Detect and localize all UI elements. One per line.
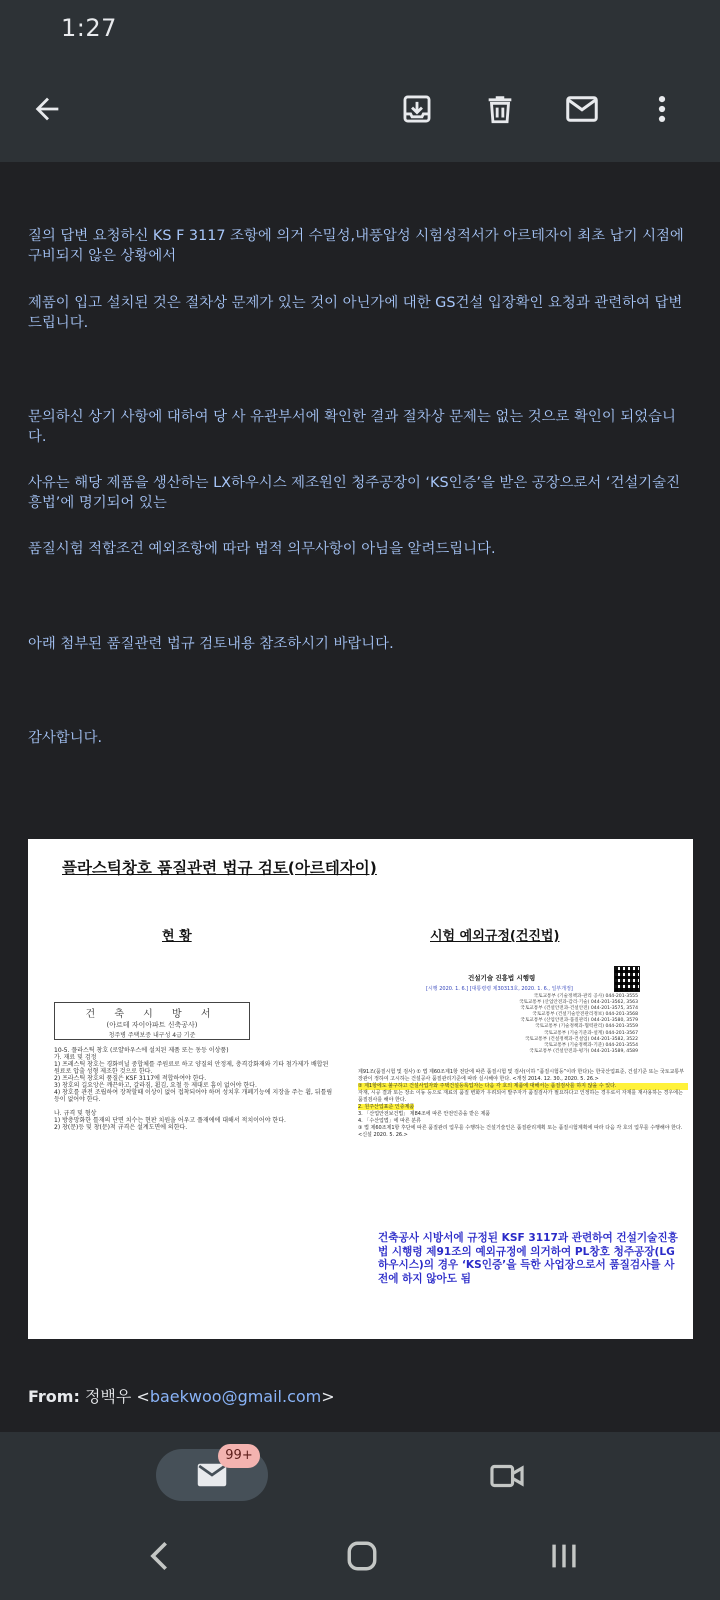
from-label: From: xyxy=(28,1387,80,1406)
law-text-highlight-2: 2. 원주산업표준 인증제품 xyxy=(358,1104,415,1110)
body-paragraph: 품질시험 적합조건 예외조항에 따라 법적 의무사항이 아님을 알려드립니다. xyxy=(28,541,496,557)
system-navigation-bar xyxy=(0,1512,720,1600)
body-paragraph: 질의 답변 요청하신 KS F 3117 조항에 의거 수밀성,내풍압성 시험성적서가 아르테자이 최초 납기 시점에 구비되지 않은 상황에서 xyxy=(28,228,684,264)
email-body xyxy=(0,162,720,1432)
home-icon xyxy=(345,1539,379,1573)
inline-attachment-image[interactable] xyxy=(28,839,693,1339)
video-camera-icon xyxy=(488,1457,526,1495)
back-button[interactable] xyxy=(22,84,72,134)
more-options-button[interactable] xyxy=(637,84,687,134)
law-subheading: [시행 2020. 1. 6.] [대통령령 제30313호, 2020. 1. 6., 일부개정] xyxy=(426,986,573,992)
attachment-title: 플라스틱창호 품질관련 법규 검토(아르테자이) xyxy=(62,859,377,877)
body-paragraph: 제품이 입고 설치된 것은 절차상 문제가 있는 것이 아닌가에 대한 GS건설 입장확인 요청과 관련하여 답변 드립니다. xyxy=(28,295,683,331)
email-toolbar xyxy=(0,60,720,162)
law-text xyxy=(358,1069,688,1139)
bottom-navigation xyxy=(0,1432,720,1512)
spec-box-title: 건 축 시 방 서 xyxy=(85,1009,219,1020)
sender-name: 정백우 xyxy=(84,1387,132,1406)
meet-tab[interactable] xyxy=(485,1454,529,1498)
archive-button[interactable] xyxy=(392,84,442,134)
unread-count-badge: 99+ xyxy=(218,1444,260,1468)
spec-box xyxy=(54,1002,250,1040)
system-recents-button[interactable] xyxy=(542,1534,586,1578)
ministry-contacts: 국토교통부 (기술정책과-관리 공사) 044-201-3555 국토교통부 (산업안전과-감리·기술) 044-201-3562, 3563 국토교통부 (건설안전과-건설안전) 044-201-3575, 3574 국토교통부 (건설기술안전관리정보) 044-201-3568 국토교통부 (산업안전과-품질관리) 044-201-3580, 3579 국토교통부 (기술정책과-협력관리) 044-201-3559 국토교통부 (기술기준과-설계) 044-201-3567 국토교통부 (건설정책과-건설업) 044-201-3582, 3522 국토교통부 (기술정책과-기준) 044-201-3554 국토교통부 (건설안전과-평가) 044-201-3589, 4589 xyxy=(519,994,638,1054)
attachment-note: 건축공사 시방서에 규정된 KSF 3117과 관련하여 건설기술진흥법 시행령 제91조의 예외규정에 의거하여 PL창호 청주공장(LG하우시스)의 경우 ‘KS인증’을 득한 사업장으로서 품질검사를 사전에 하지 않아도 됨 xyxy=(378,1232,678,1285)
archive-icon xyxy=(400,92,434,126)
status-time: 1:27 xyxy=(61,14,117,42)
from-line: From: 정백우 <baekwoo@gmail.com> xyxy=(28,1387,335,1406)
recents-icon xyxy=(547,1539,581,1573)
law-text-b: 자재, 시공 결과 또는 장소 이동 등으로 재료의 품질 변화가 우려되어 발주자가 품질검사가 필요하다고 인정하는 경우로서 자재를 재사용하는 경우에는 품질검사를 해야 한다. xyxy=(358,1090,683,1103)
law-text-a: 제91조(품질시험 및 검사) ① 법 제60조제1항 전단에 따른 품질시험 및 검사(이하 “품질시험등”이라 한다)는 한국산업표준, 건설기준 또는 국토교통부장관이 정하여 고시하는 건설공사 품질관리기준에 따라 실시해야 한다. <개정 2014. 12. 30., 2020. 5. 26.> xyxy=(358,1069,685,1082)
spec-box-subtitle: (아르테 자이아파트 신축공사) xyxy=(106,1021,198,1029)
system-home-button[interactable] xyxy=(340,1534,384,1578)
law-text-c: 3. 「산업안전보건법」 제84조에 따른 안전인증을 받은 제품 4. 「수산업법」에 따른 분류 ③ 법 제60조제1항 후단에 따른 품질관리 업무를 수행하는 건설기술인은 품질관리계획 또는 품질시험계획에 따라 다음 각 호의 업무를 수행해야 한다. <신설 2020. 5. 26.> xyxy=(358,1111,683,1138)
attachment-left-heading: 현 황 xyxy=(162,929,192,944)
qr-code-image xyxy=(614,966,640,992)
body-paragraph: 아래 첨부된 품질관련 법규 검토내용 참조하시기 바랍니다. xyxy=(28,636,394,652)
sender-email-link[interactable]: baekwoo@gmail.com xyxy=(149,1387,322,1406)
arrow-left-icon xyxy=(30,92,64,126)
back-chevron-icon xyxy=(145,1539,175,1573)
delete-button[interactable] xyxy=(475,84,525,134)
system-back-button[interactable] xyxy=(138,1534,182,1578)
more-vertical-icon xyxy=(645,92,679,126)
attachment-right-heading: 시험 예외규정(건진법) xyxy=(430,929,560,944)
body-paragraph: 문의하신 상기 사항에 대하여 당 사 유관부서에 확인한 결과 절차상 문제는 없는 것으로 확인이 되었습니다. xyxy=(28,409,676,445)
trash-icon xyxy=(483,92,517,126)
law-heading: 건설기술 진흥법 시행령 xyxy=(468,974,536,982)
mark-unread-button[interactable] xyxy=(557,84,607,134)
status-bar xyxy=(0,0,720,60)
spec-box-subtitle-2: 청주병 주택보증 내구성 4급 기준 xyxy=(108,1032,196,1039)
body-paragraph: 감사합니다. xyxy=(28,730,103,746)
body-paragraph: 사유는 해당 제품을 생산하는 LX하우시스 제조원인 청주공장이 ‘KS인증’을 받은 공장으로서 ‘건설기술진흥법’에 명기되어 있는 xyxy=(28,475,680,511)
spec-text: 10-5. 플라스틱 창호 (로얄하우스에 설치된 제품 또는 동등 이상품) 가. 재료 및 검정 1) 프레스틱 창호는 경화비닐 중합체를 주원료로 하고 양질의 안정제, 충격강화재와 기타 첨가제가 배합된 원료로 압출 성형 제조한 것으로 한다. 2) 프라스틱 창호의 품질은 KSF 3117에 적합하여야 한다. 3) 창호의 길요앙은 깨끈하고, 갈라짐, 휨김, 요철 등 제대로 흠이 없어야 한다. 4) 창호를 관전 조립하여 장착할때 이상이 없어 접착되어야 하며 성치후 개폐기능에 지장을 주는 휨, 뒤틀림등이 없어야 한다. 나. 규격 및 형상 1) 방충망화한 틀재의 단면 치수는 현판 치원을 어우고 플재에에 대해서 적치이어야 한다. 2) 창(문)등 및 창(문)척 규격은 설계도면에 의한다. xyxy=(54,1047,333,1131)
law-text-highlight-1: ② 제1항에도 불구하고 건설사업자와 주택건설등록업자는 다음 각 호의 제품에 대해서는 품질검사를 하지 않을 수 있다. xyxy=(358,1083,688,1090)
envelope-icon xyxy=(564,91,600,127)
